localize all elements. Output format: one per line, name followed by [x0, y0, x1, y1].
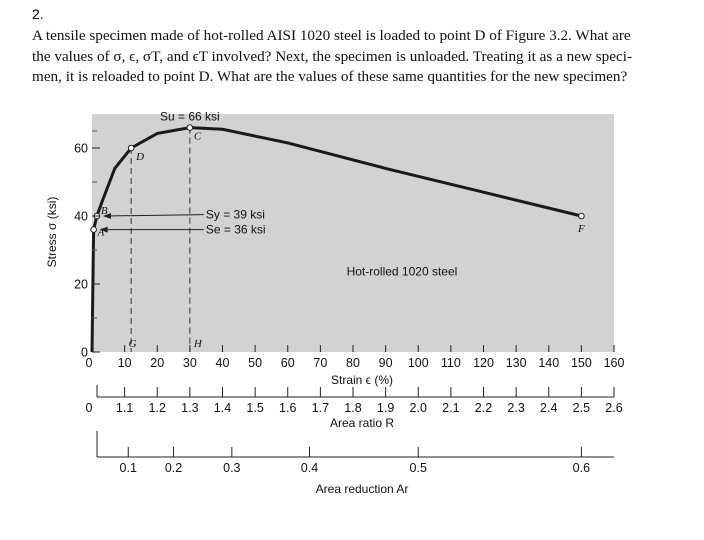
area-ratio-title: Area ratio R: [329, 416, 395, 430]
area-ratio-tick-label: 1.2: [148, 401, 166, 415]
area-reduction-title: Area reduction Ar: [315, 482, 409, 496]
y-tick-label: 0: [81, 345, 88, 360]
marker-point-c: [187, 125, 193, 131]
area-ratio-tick-label: 2.0: [409, 401, 427, 415]
y-axis-title: Stress σ (ksi): [45, 196, 59, 268]
area-ratio-tick-label: 0: [85, 401, 93, 415]
area-ratio-tick-label: 2.5: [572, 401, 591, 415]
problem-line-2: the values of σ, ϵ, σT, and ϵT involved? Next, the specimen is unloaded. Treating it as a new speci-: [32, 47, 633, 65]
plot-area: [92, 114, 614, 352]
marker-point-d: [128, 145, 134, 151]
y-tick-label: 40: [74, 209, 88, 224]
area-ratio-tick-label: 2.2: [474, 401, 493, 415]
area-reduction-tick-label: 0.6: [572, 461, 591, 475]
area-ratio-tick-label: 2.4: [540, 401, 558, 415]
x-tick-label: 90: [378, 356, 393, 370]
marker-point-a: [91, 227, 97, 233]
x-tick-label: 110: [440, 356, 461, 370]
strain-label-g: G: [128, 338, 137, 350]
area-ratio-tick-label: 1.4: [213, 401, 232, 415]
y-tick-label: 20: [74, 277, 88, 292]
x-tick-label: 60: [280, 356, 295, 370]
x-tick-label: 150: [570, 356, 592, 370]
problem-line-1: A tensile specimen made of hot-rolled AISI 1020 steel is loaded to point D of Figure 3.2. What are: [32, 27, 631, 44]
x-tick-label: 40: [215, 356, 230, 370]
marker-label-a: A: [97, 226, 105, 239]
strain-label-h: H: [193, 338, 202, 350]
x-tick-label: 70: [313, 356, 328, 370]
area-ratio-tick-label: 1.7: [311, 401, 330, 415]
area-ratio-tick-label: 1.3: [181, 401, 199, 415]
marker-label-f: F: [578, 223, 585, 235]
x-tick-label: 100: [407, 356, 429, 370]
marker-label-c: C: [193, 130, 202, 143]
area-reduction-tick-label: 0.4: [300, 461, 319, 475]
x-tick-label: 130: [505, 356, 527, 370]
material-annotation: Hot-rolled 1020 steel: [346, 264, 458, 279]
area-ratio-tick-label: 1.5: [246, 401, 264, 415]
problem-number: 2.: [32, 6, 44, 22]
y-tick-label: 60: [74, 141, 88, 156]
sy-annotation: Sy = 39 ksi: [205, 207, 265, 222]
x-tick-label: 20: [150, 356, 165, 370]
x-tick-label: 120: [473, 356, 494, 370]
area-ratio-tick-label: 1.8: [344, 401, 362, 415]
area-ratio-tick-label: 1.6: [279, 401, 297, 415]
x-tick-label: 140: [538, 356, 560, 370]
se-annotation: Se = 36 ksi: [205, 222, 266, 237]
area-ratio-tick-label: 1.9: [376, 401, 395, 415]
area-reduction-tick-label: 0.3: [223, 461, 241, 475]
area-ratio-tick-label: 2.1: [442, 401, 460, 415]
area-reduction-tick-label: 0.5: [409, 461, 427, 475]
problem-line-3: men, it is reloaded to point D. What are the values of these same quantities for the new specimen?: [32, 68, 628, 85]
area-ratio-tick-label: 2.3: [507, 401, 525, 415]
area-ratio-tick-label: 2.6: [605, 401, 623, 415]
su-annotation: Su = 66 ksi: [160, 109, 220, 124]
area-reduction-tick-label: 0.1: [119, 461, 137, 475]
x-tick-label: 0: [85, 356, 93, 370]
area-ratio-tick-label: 1.1: [115, 401, 134, 415]
x-tick-label: 10: [117, 356, 132, 370]
x-tick-label: 80: [346, 356, 360, 370]
x-axis-title: Strain ϵ (%): [331, 373, 393, 387]
x-tick-label: 160: [603, 356, 625, 370]
marker-point-f: [579, 213, 585, 219]
area-reduction-tick-label: 0.2: [164, 461, 183, 475]
x-tick-label: 30: [182, 356, 197, 370]
marker-label-d: D: [136, 151, 145, 163]
x-tick-label: 50: [248, 356, 263, 370]
marker-label-b: B: [100, 205, 108, 217]
